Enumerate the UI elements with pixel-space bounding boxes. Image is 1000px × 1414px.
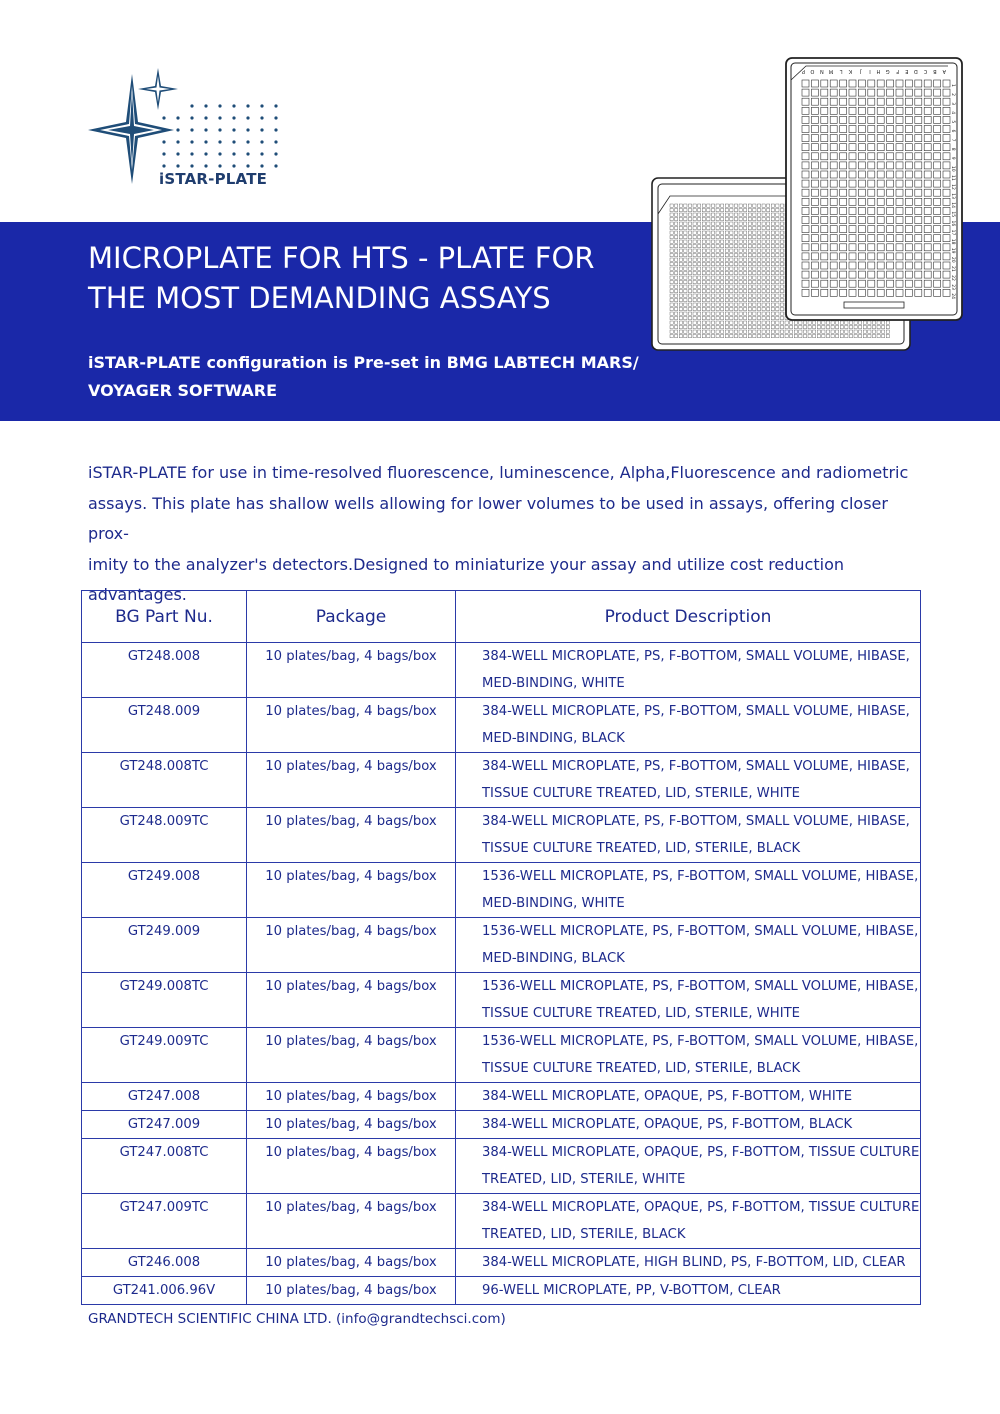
plate-row-label: D <box>913 68 918 74</box>
description-cell: 1536-WELL MICROPLATE, PS, F-BOTTOM, SMALL VOLUME, HIBASE, MED-BINDING, BLACK <box>456 918 921 973</box>
package-cell: 10 plates/bag, 4 bags/box <box>247 1139 456 1194</box>
description-cell: 384-WELL MICROPLATE, PS, F-BOTTOM, SMALL VOLUME, HIBASE, MED-BINDING, WHITE <box>456 643 921 698</box>
plate-col-label: 14 <box>950 202 955 209</box>
footer-company: GRANDTECH SCIENTIFIC CHINA LTD. (info@grandtechsci.com) <box>88 1311 506 1327</box>
table-row <box>82 1083 921 1111</box>
table-row <box>82 808 921 863</box>
table-row <box>82 918 921 973</box>
plate-col-label: 23 <box>950 284 955 290</box>
page-title: MICROPLATE FOR HTS - PLATE FOR THE MOST DEMANDING ASSAYS <box>88 241 595 315</box>
table-row <box>82 973 921 1028</box>
plate-col-label: 6 <box>950 129 955 133</box>
table-row <box>82 1028 921 1083</box>
description-cell: 96-WELL MICROPLATE, PP, V-BOTTOM, CLEAR <box>456 1277 921 1305</box>
brand-name: iSTAR-PLATE <box>159 170 268 188</box>
part-number-cell: GT249.008TC <box>82 973 247 1028</box>
description-cell: 384-WELL MICROPLATE, OPAQUE, PS, F-BOTTOM, TISSUE CULTURE TREATED, LID, STERILE, WHITE <box>456 1139 921 1194</box>
plate-col-label: 11 <box>950 175 955 181</box>
plate-col-label: 5 <box>950 120 955 124</box>
description-cell: 1536-WELL MICROPLATE, PS, F-BOTTOM, SMALL VOLUME, HIBASE, TISSUE CULTURE TREATED, LID, STERILE, BLACK <box>456 1028 921 1083</box>
package-cell: 10 plates/bag, 4 bags/box <box>247 863 456 918</box>
description-cell: 384-WELL MICROPLATE, PS, F-BOTTOM, SMALL VOLUME, HIBASE, MED-BINDING, BLACK <box>456 698 921 753</box>
plate-col-label: 15 <box>950 211 955 218</box>
description-cell: 384-WELL MICROPLATE, PS, F-BOTTOM, SMALL VOLUME, HIBASE, TISSUE CULTURE TREATED, LID, STERILE, WHITE <box>456 753 921 808</box>
package-cell: 10 plates/bag, 4 bags/box <box>247 643 456 698</box>
plate-col-label: 19 <box>950 247 955 254</box>
plate-col-label: 1 <box>950 84 955 87</box>
package-cell: 10 plates/bag, 4 bags/box <box>247 1194 456 1249</box>
plate-row-label: K <box>848 68 852 74</box>
table-row <box>82 753 921 808</box>
product-table <box>81 590 921 1305</box>
table-row <box>82 1277 921 1305</box>
table-header-row <box>82 591 921 643</box>
plate-row-label: B <box>933 68 937 74</box>
plate-row-label: A <box>942 68 946 74</box>
description-cell: 384-WELL MICROPLATE, OPAQUE, PS, F-BOTTOM, BLACK <box>456 1111 921 1139</box>
plate-row-label: L <box>839 68 843 74</box>
part-number-cell: GT249.009 <box>82 918 247 973</box>
plate-col-label: 2 <box>950 93 955 96</box>
plate-row-label: F <box>896 68 899 74</box>
plate-col-label: 20 <box>950 256 955 263</box>
table-row <box>82 698 921 753</box>
package-cell: 10 plates/bag, 4 bags/box <box>247 1249 456 1277</box>
plate-row-label: H <box>876 68 881 74</box>
plate-row-label: N <box>820 68 824 74</box>
table-row <box>82 643 921 698</box>
part-number-cell: GT248.008TC <box>82 753 247 808</box>
plate-col-label: 13 <box>950 193 955 199</box>
plate-col-label: 4 <box>950 111 955 115</box>
plate-col-label: 21 <box>950 266 955 272</box>
header-part-number: BG Part Nu. <box>82 591 247 643</box>
part-number-cell: GT247.008 <box>82 1083 247 1111</box>
part-number-cell: GT248.009TC <box>82 808 247 863</box>
package-cell: 10 plates/bag, 4 bags/box <box>247 1277 456 1305</box>
description-cell: 384-WELL MICROPLATE, OPAQUE, PS, F-BOTTOM, TISSUE CULTURE TREATED, LID, STERILE, BLACK <box>456 1194 921 1249</box>
front-plate <box>786 58 962 320</box>
plate-row-label: E <box>905 68 909 74</box>
part-number-cell: GT249.009TC <box>82 1028 247 1083</box>
description-cell: 1536-WELL MICROPLATE, PS, F-BOTTOM, SMALL VOLUME, HIBASE, MED-BINDING, WHITE <box>456 863 921 918</box>
plate-row-label: O <box>810 68 815 74</box>
header-description: Product Description <box>456 591 921 643</box>
plate-row-label: P <box>801 68 805 74</box>
plate-col-label: 24 <box>950 293 955 300</box>
part-number-cell: GT246.008 <box>82 1249 247 1277</box>
plate-row-label: I <box>869 68 871 74</box>
plate-col-label: 8 <box>950 147 955 151</box>
intro-paragraph: iSTAR-PLATE for use in time-resolved fluorescence, luminescence, Alpha,Fluorescence and radiometric assays. This plate has shallow wells allowing for lower volumes to be used in assays, offering closer prox- imity to the analyzer's detectors.Designed to miniaturize your assay and utilize cost reduction advantages. <box>88 463 909 604</box>
plate-row-label: M <box>828 68 834 74</box>
plate-col-label: 12 <box>950 184 955 190</box>
table-row <box>82 1249 921 1277</box>
plate-col-label: 3 <box>950 102 955 106</box>
plate-col-label: 9 <box>950 156 955 160</box>
plate-col-label: 7 <box>950 138 955 142</box>
part-number-cell: GT247.008TC <box>82 1139 247 1194</box>
part-number-cell: GT249.008 <box>82 863 247 918</box>
package-cell: 10 plates/bag, 4 bags/box <box>247 1028 456 1083</box>
plate-col-label: 10 <box>950 165 955 172</box>
header-package: Package <box>247 591 456 643</box>
plate-col-label: 16 <box>950 220 955 227</box>
part-number-cell: GT248.008 <box>82 643 247 698</box>
part-number-cell: GT241.006.96V <box>82 1277 247 1305</box>
plate-col-label: 22 <box>950 275 955 281</box>
plate-col-label: 17 <box>950 229 955 236</box>
plate-row-label: C <box>923 68 928 74</box>
page-subtitle: iSTAR-PLATE configuration is Pre-set in BMG LABTECH MARS/ VOYAGER SOFTWARE <box>88 353 639 400</box>
description-cell: 384-WELL MICROPLATE, HIGH BLIND, PS, F-BOTTOM, LID, CLEAR <box>456 1249 921 1277</box>
dot-grid <box>162 104 277 167</box>
description-cell: 384-WELL MICROPLATE, PS, F-BOTTOM, SMALL VOLUME, HIBASE, TISSUE CULTURE TREATED, LID, STERILE, BLACK <box>456 808 921 863</box>
package-cell: 10 plates/bag, 4 bags/box <box>247 918 456 973</box>
plate-row-label: J <box>859 68 862 74</box>
package-cell: 10 plates/bag, 4 bags/box <box>247 698 456 753</box>
part-number-cell: GT248.009 <box>82 698 247 753</box>
package-cell: 10 plates/bag, 4 bags/box <box>247 1083 456 1111</box>
plate-col-label: 18 <box>950 238 955 245</box>
description-cell: 1536-WELL MICROPLATE, PS, F-BOTTOM, SMALL VOLUME, HIBASE, TISSUE CULTURE TREATED, LID, STERILE, WHITE <box>456 973 921 1028</box>
table-row <box>82 863 921 918</box>
table-row <box>82 1194 921 1249</box>
package-cell: 10 plates/bag, 4 bags/box <box>247 973 456 1028</box>
part-number-cell: GT247.009TC <box>82 1194 247 1249</box>
package-cell: 10 plates/bag, 4 bags/box <box>247 1111 456 1139</box>
table-row <box>82 1111 921 1139</box>
plate-row-label: G <box>885 68 890 74</box>
microplate-drawing <box>648 54 966 354</box>
package-cell: 10 plates/bag, 4 bags/box <box>247 753 456 808</box>
description-cell: 384-WELL MICROPLATE, OPAQUE, PS, F-BOTTOM, WHITE <box>456 1083 921 1111</box>
package-cell: 10 plates/bag, 4 bags/box <box>247 808 456 863</box>
table-row <box>82 1139 921 1194</box>
part-number-cell: GT247.009 <box>82 1111 247 1139</box>
